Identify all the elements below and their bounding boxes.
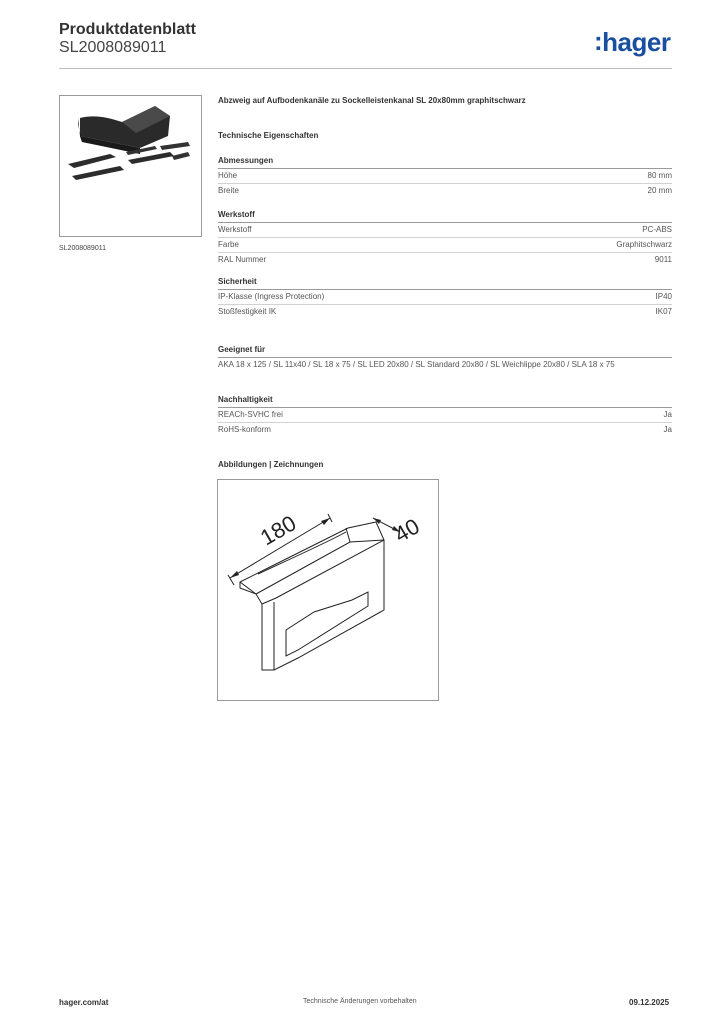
table-row: IP-Klasse (Ingress Protection) IP40 <box>218 290 672 305</box>
safety-group <box>218 277 672 319</box>
table-row: Breite 20 mm <box>218 186 672 195</box>
document-title: Produktdatenblatt <box>59 21 196 38</box>
sustainability-group <box>218 395 672 437</box>
table-row: Stoßfestigkeit IK IK07 <box>218 307 672 316</box>
material-heading: Werkstoff <box>218 210 672 223</box>
table-row: Höhe 80 mm <box>218 169 672 184</box>
dim-length-label: 180 <box>256 510 301 551</box>
table-row: Werkstoff PC-ABS <box>218 223 672 238</box>
table-row: RoHS-konform Ja <box>218 425 672 434</box>
dimensions-group <box>218 156 672 198</box>
safety-heading: Sicherheit <box>218 277 672 290</box>
hager-logo: :hager <box>594 26 671 57</box>
table-row: Farbe Graphitschwarz <box>218 238 672 253</box>
technical-properties-title: Technische Eigenschaften <box>218 131 319 140</box>
table-row: RAL Nummer 9011 <box>218 255 672 264</box>
image-caption: SL2008089011 <box>59 245 106 252</box>
dim-width-label: 40 <box>390 513 424 548</box>
sustainability-heading: Nachhaltigkeit <box>218 395 672 408</box>
technical-drawing <box>217 479 439 701</box>
article-number: SL2008089011 <box>59 39 167 56</box>
product-photo-illustration <box>60 96 201 236</box>
suitable-for-heading: Geeignet für <box>218 345 672 358</box>
suitable-for-group <box>218 345 672 369</box>
material-group <box>218 210 672 267</box>
footer-date: 09.12.2025 <box>629 998 670 1007</box>
footer-notice: Technische Änderungen vorbehalten <box>303 998 417 1005</box>
drawings-title: Abbildungen | Zeichnungen <box>218 460 324 469</box>
table-row: REACh-SVHC frei Ja <box>218 408 672 423</box>
header-divider <box>59 68 672 69</box>
product-description: Abzweig auf Aufbodenkanäle zu Sockelleistenkanal SL 20x80mm graphitschwarz <box>218 96 526 105</box>
dimensions-heading: Abmessungen <box>218 156 672 169</box>
suitable-for-text: AKA 18 x 125 / SL 11x40 / SL 18 x 75 / SL LED 20x80 / SL Standard 20x80 / SL Weichlippe 20x80 / SLA 18 x 75 <box>218 360 615 369</box>
technical-drawing-svg <box>218 480 438 700</box>
product-image <box>59 95 202 237</box>
footer-website[interactable]: hager.com/at <box>59 998 109 1007</box>
